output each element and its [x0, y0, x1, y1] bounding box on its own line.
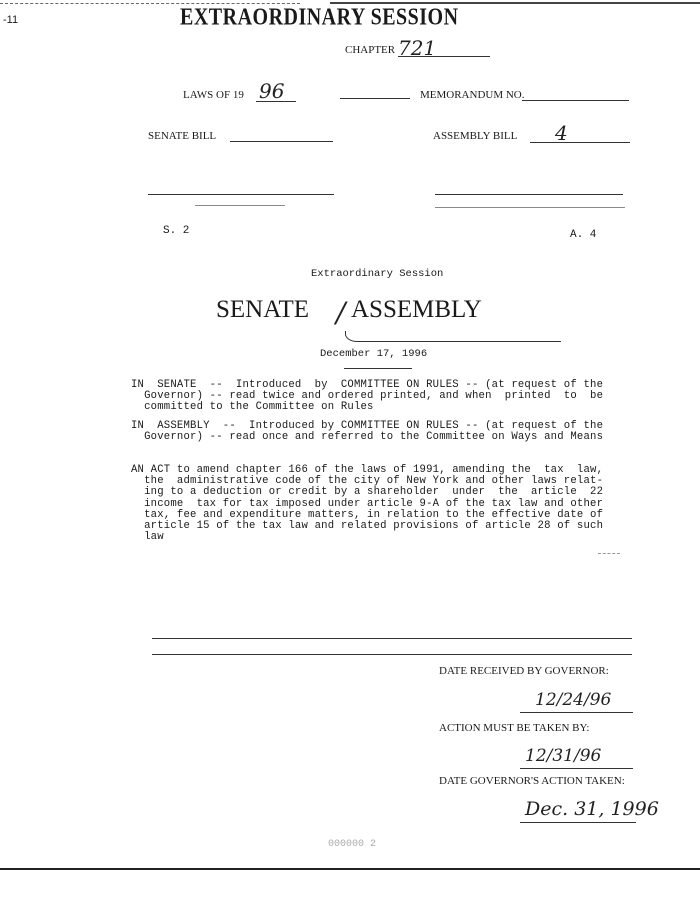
separator-line-2 — [152, 654, 632, 655]
signature-line-right — [435, 194, 623, 195]
senate-bill-label: SENATE BILL — [148, 130, 217, 142]
date-received-line — [520, 712, 633, 713]
laws-value: 96 — [259, 79, 285, 103]
act-text-line: article 15 of the tax law and related provisions of article 28 of such — [131, 520, 604, 533]
act-text-line: income tax for tax imposed under article 9-A of the tax law and other — [131, 497, 604, 510]
act-text-line: AN ACT to amend chapter 166 of the laws of 1991, amending the tax law, — [131, 464, 604, 476]
action-by-value: 12/31/96 — [525, 746, 602, 766]
bill-date: December 17, 1996 — [320, 348, 428, 360]
senate-bill-blank — [230, 141, 333, 142]
assembly-intro-line: IN ASSEMBLY -- Introduced by COMMITTEE ON RULES -- (at request of the — [131, 420, 604, 432]
act-text — [131, 465, 603, 543]
assembly-bill-blank — [530, 142, 630, 143]
title-assembly: ASSEMBLY — [351, 296, 482, 323]
laws-label: LAWS OF 19 — [183, 89, 244, 101]
senate-intro-line: Governor) -- read twice and ordered printed, and when printed to be — [131, 390, 604, 403]
corner-mark: -11 — [3, 14, 19, 26]
assembly-bill-value: 4 — [555, 121, 568, 145]
memorandum-label: MEMORANDUM NO. — [420, 89, 525, 101]
chapter-label: CHAPTER — [345, 44, 396, 56]
title-underline — [345, 331, 561, 342]
act-text-line: ing to a deduction or credit by a shareholder under the article 22 — [131, 486, 604, 499]
act-text-line: law — [131, 531, 164, 544]
memo-left-blank — [340, 98, 410, 99]
senate-intro — [131, 380, 603, 414]
session-subtitle: Extraordinary Session — [311, 268, 444, 280]
session-title: EXTRAORDINARY SESSION — [180, 4, 459, 31]
act-text-line: tax, fee and expenditure matters, in relation to the effective date of — [131, 508, 604, 521]
action-by-line — [520, 768, 633, 769]
chapter-value: 721 — [398, 36, 437, 60]
end-mark — [598, 553, 620, 554]
bottom-edge-line — [0, 868, 700, 870]
signature-line-left — [148, 194, 334, 195]
memorandum-blank — [522, 100, 629, 101]
date-received-label: DATE RECEIVED BY GOVERNOR: — [439, 665, 609, 677]
senate-intro-line: committed to the Committee on Rules — [131, 401, 374, 414]
signature-line-right-2 — [435, 207, 625, 208]
separator-line-1 — [152, 638, 632, 639]
act-text-line: the administrative code of the city of New York and other laws relat- — [131, 475, 604, 488]
date-received-value: 12/24/96 — [535, 690, 612, 710]
action-taken-value: Dec. 31, 1996 — [525, 798, 659, 820]
footer-stamp: 000000 2 — [328, 839, 377, 850]
assembly-bill-label: ASSEMBLY BILL — [433, 130, 518, 142]
assembly-intro-line: Governor) -- read once and referred to the Committee on Ways and Means — [131, 431, 604, 444]
senate-bill-id: S. 2 — [163, 225, 190, 237]
assembly-intro — [131, 421, 603, 443]
date-underline — [344, 368, 412, 369]
title-senate: SENATE — [216, 296, 310, 323]
signature-line-left-2 — [195, 205, 285, 206]
title-slash: / — [336, 296, 346, 329]
senate-intro-line: IN SENATE -- Introduced by COMMITTEE ON RULES -- (at request of the — [131, 379, 604, 391]
action-by-label: ACTION MUST BE TAKEN BY: — [439, 722, 590, 734]
action-taken-label: DATE GOVERNOR'S ACTION TAKEN: — [439, 775, 625, 787]
action-taken-line — [520, 822, 636, 823]
assembly-bill-id: A. 4 — [570, 229, 597, 241]
